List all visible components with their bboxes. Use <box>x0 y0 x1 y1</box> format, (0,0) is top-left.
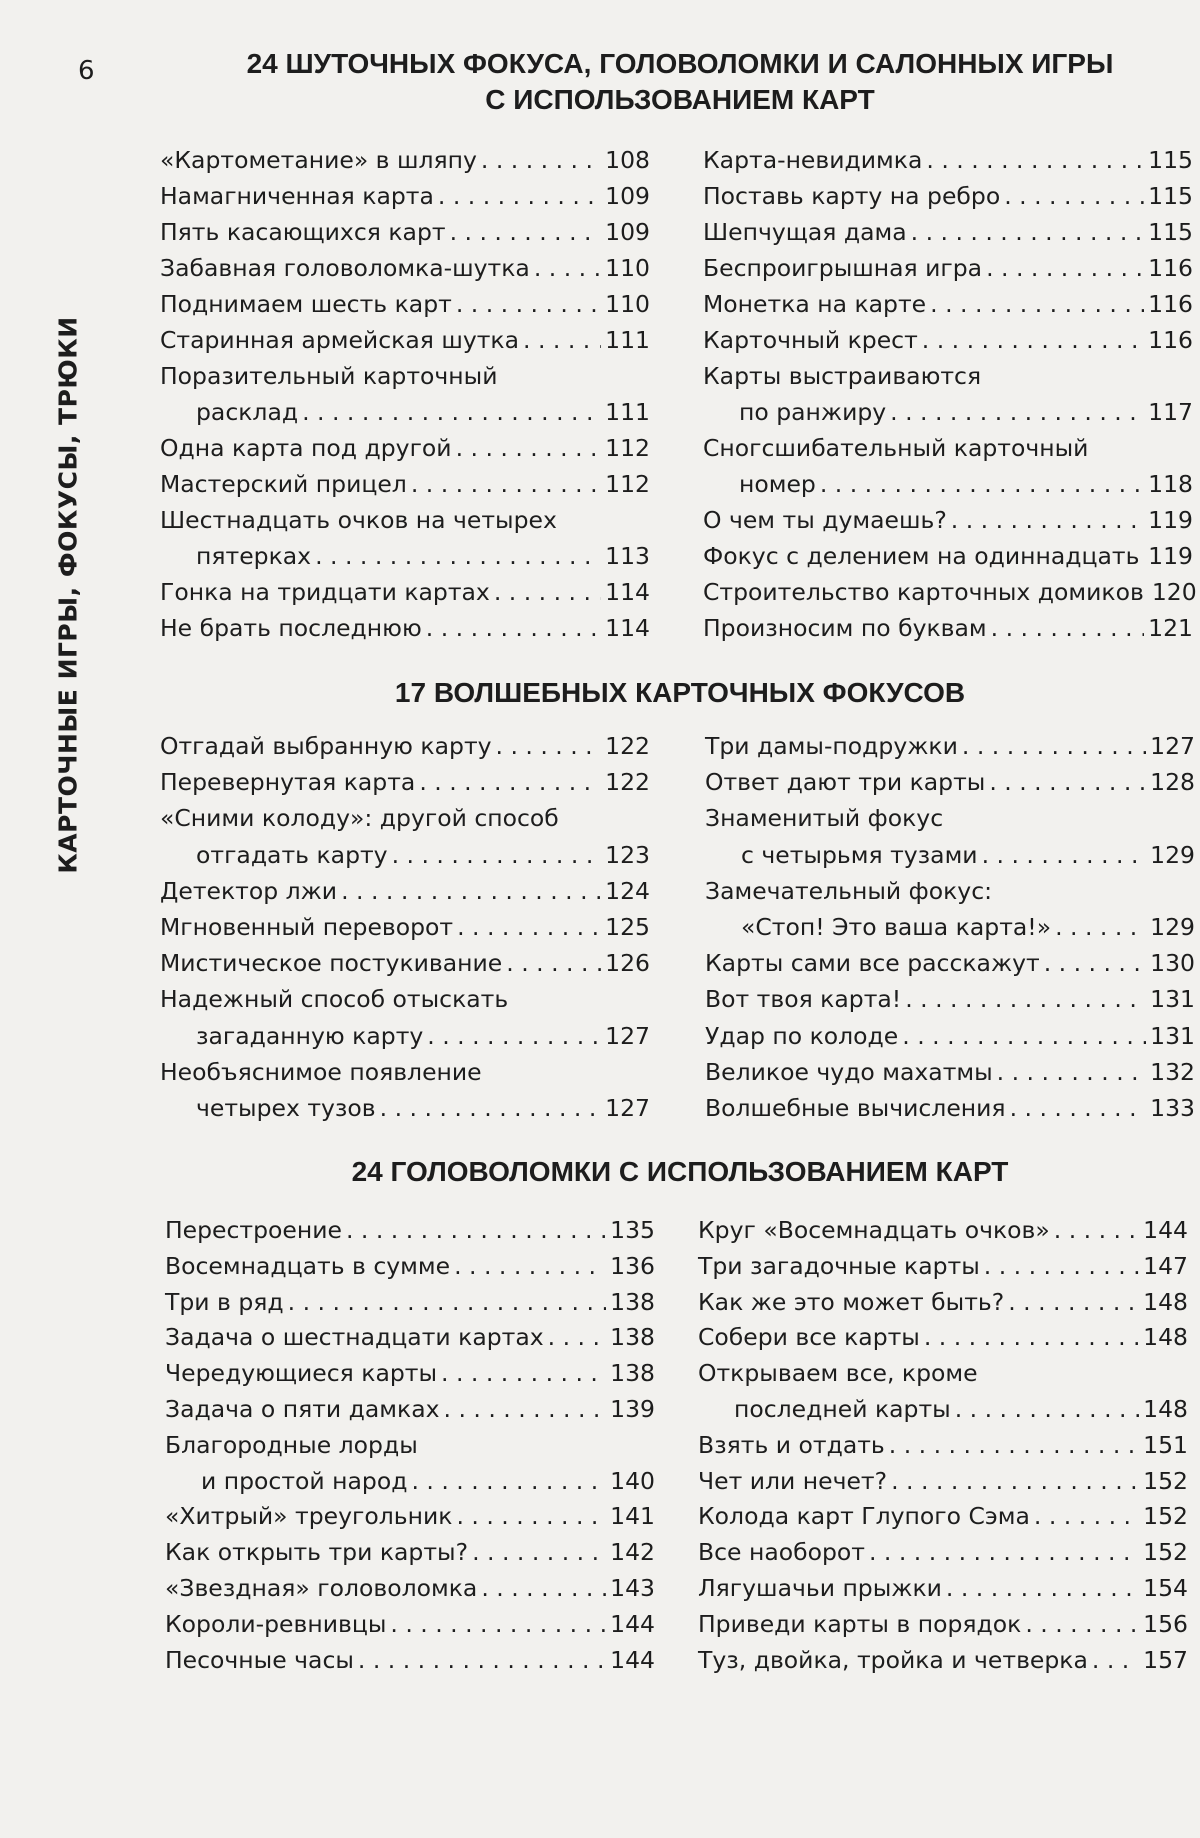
toc-entry-page: 133 <box>1150 1094 1195 1123</box>
dot-leader <box>820 466 1144 502</box>
dot-leader <box>1044 945 1146 981</box>
toc-entry-title: Великое чудо махатмы <box>705 1057 993 1086</box>
toc-entry-page: 156 <box>1143 1609 1188 1638</box>
toc-entry-title: Монетка на карте <box>703 290 927 318</box>
toc-entry-title: Мистическое постукивание <box>160 949 503 978</box>
toc-entry-page: 122 <box>605 732 650 760</box>
toc-entry-first-line: Надежный способ отыскать <box>160 985 509 1014</box>
toc-entry <box>160 610 650 646</box>
dot-leader <box>930 286 1144 322</box>
toc-entry <box>160 873 650 909</box>
dot-leader <box>481 142 601 178</box>
toc-entry-title: Три загадочные карты <box>698 1251 980 1280</box>
toc-entry <box>160 466 650 502</box>
toc-entry <box>165 1392 655 1428</box>
toc-entry <box>705 945 1195 981</box>
toc-entry <box>160 837 650 873</box>
toc-entry-title: Поднимаем шесть карт <box>160 290 452 318</box>
toc-entry-title: Карта-невидимка <box>703 146 923 174</box>
section-heading-line: 17 ВОЛШЕБНЫХ КАРТОЧНЫХ ФОКУСОВ <box>394 677 966 708</box>
toc-entry-page: 151 <box>1143 1430 1188 1459</box>
toc-entry-page: 141 <box>610 1502 655 1531</box>
toc-entry-title: Детектор лжи <box>160 876 338 905</box>
toc-entry <box>160 286 650 322</box>
toc-entry-page: 123 <box>605 840 650 869</box>
dot-leader <box>506 945 601 981</box>
toc-entry <box>160 394 650 430</box>
toc-entry-title: «Стоп! Это ваша карта!» <box>741 913 1052 942</box>
dot-leader <box>494 574 601 610</box>
toc-entry-title: Все наоборот <box>698 1538 865 1567</box>
toc-entry <box>160 574 650 610</box>
toc-entry <box>703 538 1193 574</box>
toc-entry <box>160 430 650 466</box>
dot-leader <box>456 1499 606 1535</box>
toc-entry <box>165 1535 655 1571</box>
toc-entry-page: 144 <box>610 1645 655 1674</box>
toc-entry <box>698 1249 1188 1285</box>
dot-leader <box>441 1356 606 1392</box>
toc-entry <box>703 574 1197 610</box>
toc-entry <box>703 142 1193 178</box>
toc-entry-page: 110 <box>605 290 650 318</box>
dot-leader <box>902 1018 1146 1054</box>
toc-entry <box>698 1535 1188 1571</box>
toc-entry <box>703 322 1193 358</box>
dot-leader <box>1010 1090 1147 1126</box>
toc-entry-title: Приведи карты в порядок <box>698 1609 1022 1638</box>
toc-entry <box>703 214 1193 250</box>
toc-entry <box>165 1643 655 1679</box>
toc-entry <box>160 250 650 286</box>
toc-entry-page: 117 <box>1148 398 1193 426</box>
dot-leader <box>891 1464 1139 1500</box>
toc-entry-title: «Картометание» в шляпу <box>160 146 477 174</box>
toc-entry-title: Как открыть три карты? <box>165 1538 469 1567</box>
toc-entry-title: Старинная армейская шутка <box>160 326 520 354</box>
toc-entry-page: 144 <box>610 1609 655 1638</box>
toc-entry-page: 114 <box>605 614 650 642</box>
toc-entry <box>703 502 1193 538</box>
toc-entry-first-line: Шестнадцать очков на четырех <box>160 506 557 534</box>
toc-entry-page: 127 <box>605 1021 650 1050</box>
toc-entry <box>165 1571 655 1607</box>
section-heading-puzzles <box>160 1154 1200 1190</box>
toc-entry <box>165 1249 655 1285</box>
toc-entry-title: Лягушачьи прыжки <box>698 1573 942 1602</box>
dot-leader <box>869 1535 1139 1571</box>
toc-entry-title: Поставь карту на ребро <box>703 182 1001 210</box>
toc-entry <box>165 1499 655 1535</box>
toc-entry-page: 138 <box>610 1359 655 1388</box>
toc-entry-page: 144 <box>1143 1216 1188 1244</box>
toc-entry-title: Три дамы-подружки <box>705 732 958 760</box>
toc-entry-title: Чередующиеся карты <box>165 1359 438 1388</box>
toc-entry-title: Фокус с делением на одиннадцать <box>703 542 1140 570</box>
toc-entry <box>698 1285 1188 1321</box>
toc-entry-title: четырех тузов <box>196 1094 376 1123</box>
toc-entry-title: и простой народ <box>201 1466 408 1495</box>
toc-entry-page: 109 <box>605 218 650 246</box>
toc-entry-title: Ответ дают три карты <box>705 768 986 797</box>
dot-leader <box>989 764 1146 800</box>
dot-leader <box>926 142 1144 178</box>
toc-entry-title: Туз, двойка, тройка и четверка <box>698 1645 1088 1674</box>
dot-leader <box>411 1464 606 1500</box>
toc-entry-page: 157 <box>1143 1645 1188 1674</box>
toc-column-left <box>160 728 650 1126</box>
dot-leader <box>288 1285 607 1321</box>
toc-entry <box>698 1464 1188 1500</box>
toc-entry-title: с четырьмя тузами <box>741 840 978 869</box>
toc-entry-page: 136 <box>610 1251 655 1280</box>
dot-leader <box>997 1054 1146 1090</box>
dot-leader <box>456 430 602 466</box>
toc-entry-first-line: Поразительный карточный <box>160 362 498 390</box>
toc-entry-page: 148 <box>1143 1323 1188 1352</box>
toc-entry-title: по ранжиру <box>739 398 887 426</box>
toc-entry-page: 138 <box>610 1323 655 1352</box>
toc-entry <box>705 1054 1195 1090</box>
toc-entry-title: Произносим по буквам <box>703 614 987 642</box>
toc-entry-title: Круг «Восемнадцать очков» <box>698 1216 1050 1244</box>
toc-entry-title: Вот твоя карта! <box>705 985 902 1014</box>
toc-entry-page: 124 <box>605 876 650 905</box>
toc-entry-first-line: Карты выстраиваются <box>703 362 982 390</box>
dot-leader <box>411 466 601 502</box>
toc-entry-title: Восемнадцать в сумме <box>165 1251 451 1280</box>
toc-entry-page: 148 <box>1143 1394 1188 1423</box>
toc-entry-title: Одна карта под другой <box>160 434 452 462</box>
dot-leader <box>534 250 601 286</box>
toc-entry <box>160 1090 650 1126</box>
toc-entry-page: 154 <box>1143 1573 1188 1602</box>
toc-entry-page: 142 <box>610 1538 655 1567</box>
toc-entry-page: 131 <box>1150 985 1195 1014</box>
toc-entry <box>160 945 650 981</box>
toc-entry-page: 138 <box>610 1287 655 1316</box>
dot-leader <box>984 1249 1139 1285</box>
toc-entry <box>160 909 650 945</box>
dot-leader <box>986 250 1144 286</box>
toc-entry-title: Песочные часы <box>165 1645 354 1674</box>
toc-entry-page: 115 <box>1148 218 1193 246</box>
toc-entry <box>703 394 1193 430</box>
toc-entry <box>165 1607 655 1643</box>
dot-leader <box>358 1643 606 1679</box>
dot-leader <box>890 394 1144 430</box>
toc-entry-first-line: Благородные лорды <box>165 1430 418 1459</box>
dot-leader <box>496 728 602 764</box>
toc-entry-title: пятерках <box>196 542 312 570</box>
toc-entry-page: 112 <box>605 470 650 498</box>
toc-entry-page: 114 <box>605 578 650 606</box>
toc-entry <box>698 1428 1188 1464</box>
toc-entry-page: 110 <box>605 254 650 282</box>
dot-leader <box>454 1249 606 1285</box>
toc-entry-page: 119 <box>1148 506 1193 534</box>
toc-entry-page: 120 <box>1151 578 1197 606</box>
toc-column-right <box>703 142 1197 646</box>
toc-entry-page: 148 <box>1143 1287 1188 1316</box>
toc-entry <box>160 322 650 358</box>
toc-entry <box>165 1285 655 1321</box>
dot-leader <box>911 214 1144 250</box>
toc-entry-title: Собери все карты <box>698 1323 920 1352</box>
dot-leader <box>951 502 1144 538</box>
toc-entry <box>160 764 650 800</box>
toc-entry-page: 108 <box>605 146 650 174</box>
toc-entry-title: номер <box>739 470 816 498</box>
toc-entry-page: 115 <box>1148 182 1193 210</box>
toc-entry <box>165 1356 655 1392</box>
toc-entry-page: 130 <box>1150 949 1195 978</box>
toc-entry-page: 111 <box>605 326 650 354</box>
dot-leader <box>427 1018 601 1054</box>
dot-leader <box>905 981 1146 1017</box>
toc-entry-title: Карты сами все расскажут <box>705 949 1040 978</box>
toc-column-right <box>705 728 1195 1126</box>
toc-entry-page: 116 <box>1148 254 1193 282</box>
toc-column-right <box>698 1213 1188 1678</box>
toc-entry-title: Шепчущая дама <box>703 218 907 246</box>
dot-leader <box>1008 1285 1139 1321</box>
toc-entry-title: Не брать последнюю <box>160 614 422 642</box>
toc-entry-first-line: Знаменитый фокус <box>705 804 944 833</box>
dot-leader <box>955 1392 1139 1428</box>
dot-leader <box>991 610 1144 646</box>
dot-leader <box>1025 1607 1139 1643</box>
toc-entry-page: 121 <box>1148 614 1193 642</box>
toc-entry-title: Отгадай выбранную карту <box>160 732 492 760</box>
toc-entry-page: 109 <box>605 182 650 210</box>
toc-entry-page: 135 <box>610 1216 655 1244</box>
toc-entry-title: Беспроигрышная игра <box>703 254 983 282</box>
toc-entry-title: Карточный крест <box>703 326 918 354</box>
toc-entry-title: загаданную карту <box>196 1021 424 1050</box>
toc-entry-page: 118 <box>1148 470 1193 498</box>
toc-entry-page: 152 <box>1143 1538 1188 1567</box>
toc-entry-first-line: Открываем все, кроме <box>698 1359 978 1388</box>
toc-entry-title: Как же это может быть? <box>698 1287 1005 1316</box>
dot-leader <box>341 873 601 909</box>
toc-entry-title: Намагниченная карта <box>160 182 434 210</box>
toc-entry-title: «Хитрый» треугольник <box>165 1502 453 1531</box>
toc-entry-title: Гонка на тридцати картах <box>160 578 490 606</box>
toc-entry <box>705 764 1195 800</box>
dot-leader <box>444 1392 607 1428</box>
dot-leader <box>548 1320 607 1356</box>
section-heading-line: 24 ГОЛОВОЛОМКИ С ИСПОЛЬЗОВАНИЕМ КАРТ <box>351 1156 1009 1187</box>
dot-leader <box>392 837 602 873</box>
toc-entry-page: 132 <box>1150 1057 1195 1086</box>
toc-entry <box>703 286 1193 322</box>
dot-leader <box>456 286 601 322</box>
dot-leader <box>922 322 1144 358</box>
toc-entry-page: 112 <box>605 434 650 462</box>
toc-entry-page: 139 <box>610 1394 655 1423</box>
dot-leader <box>426 610 601 646</box>
toc-entry-first-line: Необъяснимое появление <box>160 1057 482 1086</box>
toc-entry-page: 125 <box>605 913 650 942</box>
toc-entry <box>160 142 650 178</box>
toc-entry <box>705 1090 1195 1126</box>
dot-leader <box>1004 178 1144 214</box>
toc-entry-page: 129 <box>1150 913 1195 942</box>
toc-entry <box>160 1018 650 1054</box>
toc-entry-page: 152 <box>1143 1502 1188 1531</box>
toc-entry-page: 113 <box>605 542 650 570</box>
toc-entry-page: 152 <box>1143 1466 1188 1495</box>
toc-entry <box>160 214 650 250</box>
toc-entry-title: Задача о пяти дамках <box>165 1394 440 1423</box>
toc-entry <box>705 909 1195 945</box>
toc-entry <box>705 728 1195 764</box>
toc-entry-first-line: Замечательный фокус: <box>705 876 993 905</box>
toc-entry-page: 116 <box>1148 326 1193 354</box>
toc-entry-title: Волшебные вычисления <box>705 1094 1006 1123</box>
toc-entry-title: Перестроение <box>165 1216 342 1244</box>
toc-entry-title: Забавная головоломка-шутка <box>160 254 530 282</box>
toc-entry <box>698 1571 1188 1607</box>
dot-leader <box>889 1428 1139 1464</box>
toc-entry-title: Мастерский прицел <box>160 470 407 498</box>
toc-entry-title: Строительство карточных домиков <box>703 578 1144 606</box>
toc-entry-page: 143 <box>610 1573 655 1602</box>
toc-entry <box>698 1499 1188 1535</box>
toc-entry-title: Три в ряд <box>165 1287 284 1316</box>
toc-entry <box>165 1464 655 1500</box>
running-title-text: КАРТОЧНЫЕ ИГРЫ, ФОКУСЫ, ТРЮКИ <box>53 316 83 874</box>
toc-entry-title: расклад <box>196 398 299 426</box>
dot-leader <box>1143 538 1144 574</box>
toc-entry-page: 147 <box>1143 1251 1188 1280</box>
toc-entry-page: 128 <box>1150 768 1195 797</box>
toc-entry-title: Колода карт Глупого Сэма <box>698 1502 1030 1531</box>
toc-entry <box>160 538 650 574</box>
toc-entry-title: О чем ты думаешь? <box>703 506 947 534</box>
dot-leader <box>1034 1499 1139 1535</box>
toc-entry <box>165 1320 655 1356</box>
section-heading-line: С ИСПОЛЬЗОВАНИЕМ КАРТ <box>485 84 875 115</box>
toc-entry <box>703 466 1193 502</box>
toc-entry <box>705 981 1195 1017</box>
toc-entry-page: 127 <box>1150 732 1195 760</box>
toc-entry <box>160 178 650 214</box>
toc-entry-page: 111 <box>605 398 650 426</box>
toc-entry-page: 122 <box>605 768 650 797</box>
dot-leader <box>380 1090 601 1126</box>
toc-entry <box>705 1018 1195 1054</box>
dot-leader <box>946 1571 1139 1607</box>
toc-entry-title: Удар по колоде <box>705 1021 899 1050</box>
toc-entry <box>705 837 1195 873</box>
toc-entry-title: Перевернутая карта <box>160 768 416 797</box>
dot-leader <box>346 1213 606 1249</box>
toc-entry <box>165 1213 655 1249</box>
toc-entry-page: 129 <box>1150 840 1195 869</box>
toc-entry-title: Мгновенный переворот <box>160 913 454 942</box>
toc-entry <box>698 1213 1188 1249</box>
toc-entry <box>698 1392 1188 1428</box>
toc-entry-title: Короли-ревнивцы <box>165 1609 387 1638</box>
dot-leader <box>962 728 1146 764</box>
dot-leader <box>450 214 602 250</box>
section-heading-jokes <box>160 46 1200 118</box>
dot-leader <box>523 322 601 358</box>
toc-entry <box>703 250 1193 286</box>
toc-entry-page: 140 <box>610 1466 655 1495</box>
dot-leader <box>419 764 601 800</box>
toc-entry-title: Взять и отдать <box>698 1430 885 1459</box>
toc-entry <box>160 728 650 764</box>
dot-leader <box>1054 1213 1139 1249</box>
dot-leader <box>315 538 601 574</box>
toc-entry <box>698 1320 1188 1356</box>
toc-entry-page: 119 <box>1148 542 1193 570</box>
toc-column-left <box>165 1213 655 1678</box>
toc-entry <box>703 178 1193 214</box>
toc-entry-first-line: «Сними колоду»: другой способ <box>160 804 559 833</box>
toc-entry <box>698 1643 1188 1679</box>
dot-leader <box>438 178 601 214</box>
toc-entry-first-line: Сногсшибательный карточный <box>703 434 1089 462</box>
toc-entry-page: 127 <box>605 1094 650 1123</box>
dot-leader <box>481 1571 606 1607</box>
dot-leader <box>472 1535 606 1571</box>
toc-entry-title: отгадать карту <box>196 840 388 869</box>
dot-leader <box>1055 909 1146 945</box>
dot-leader <box>302 394 601 430</box>
section-heading-line: 24 ШУТОЧНЫХ ФОКУСА, ГОЛОВОЛОМКИ И САЛОННЫХ ИГРЫ <box>246 48 1114 79</box>
dot-leader <box>924 1320 1139 1356</box>
dot-leader <box>390 1607 606 1643</box>
section-heading-magic <box>160 675 1200 711</box>
dot-leader <box>457 909 601 945</box>
dot-leader <box>1092 1643 1139 1679</box>
toc-entry-page: 115 <box>1148 146 1193 174</box>
toc-entry-page: 116 <box>1148 290 1193 318</box>
toc-entry-title: Пять касающихся карт <box>160 218 446 246</box>
toc-entry <box>698 1607 1188 1643</box>
toc-entry-page: 126 <box>605 949 650 978</box>
toc-entry-page: 131 <box>1150 1021 1195 1050</box>
toc-entry-title: «Звездная» головоломка <box>165 1573 478 1602</box>
toc-column-left <box>160 142 650 646</box>
page-number: 6 <box>78 56 95 86</box>
toc-entry-title: последней карты <box>734 1394 951 1423</box>
toc-entry-title: Чет или нечет? <box>698 1466 888 1495</box>
toc-entry-title: Задача о шестнадцати картах <box>165 1323 544 1352</box>
toc-entry <box>703 610 1193 646</box>
dot-leader <box>982 837 1147 873</box>
